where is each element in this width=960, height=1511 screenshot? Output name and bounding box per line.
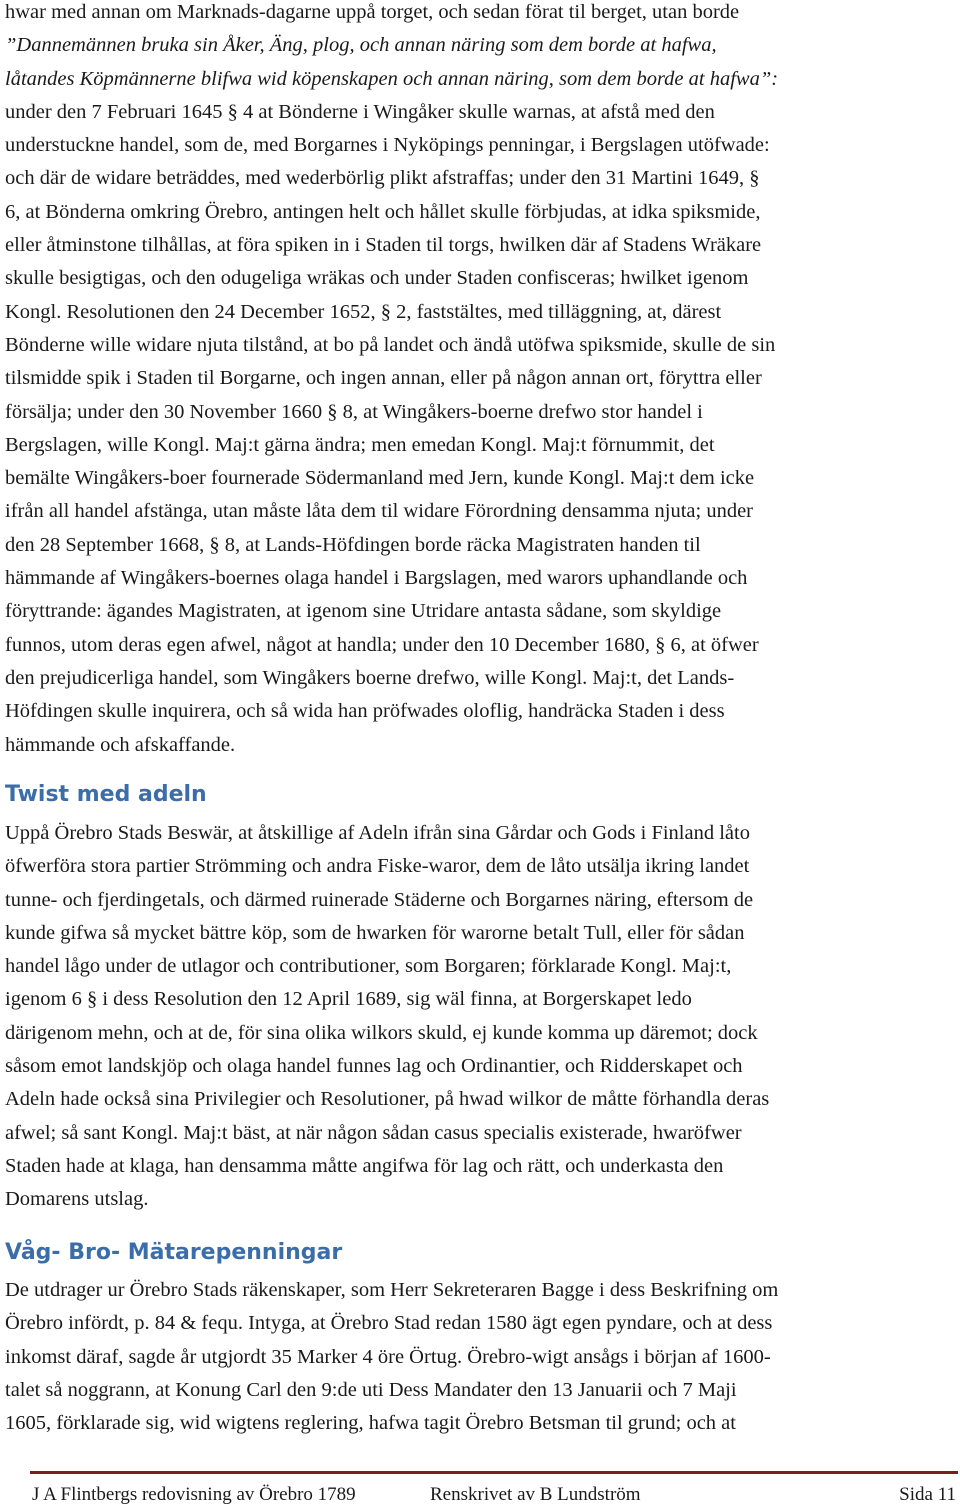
text-line: Kongl. Resolutionen den 24 December 1652, § 2, faststältes, med tilläggning, at, därest bbox=[5, 300, 722, 323]
text-line: afwel; så sant Kongl. Maj:t bäst, at när någon sådan casus specialis existerade, hwaröfwer bbox=[5, 1121, 742, 1144]
text-line: ifrån all handel afstänga, utan måste låta dem til widare Förordning densamma njuta; under bbox=[5, 500, 754, 523]
text-line: Örebro infördt, p. 84 & fequ. Intyga, at Örebro Stad redan 1580 ägt egen pyndare, och at dess bbox=[5, 1312, 773, 1335]
text-line: Höfdingen skulle inquirera, och så wida han pröfwades oloflig, handräcka Staden i dess bbox=[5, 700, 725, 723]
text-line: ”Dannemännen bruka sin Åker, Äng, plog, och annan näring som dem borde at hafwa, bbox=[5, 34, 717, 57]
footer-transcriber: Renskrivet av B Lundström bbox=[430, 1484, 641, 1505]
text-line: eller åtminstone tilhållas, at föra spiken in i Staden til torgs, hwilken där af Stadens Wräkare bbox=[5, 234, 762, 257]
text-line: igenom 6 § i dess Resolution den 12 April 1689, sig wäl finna, at Borgerskapet ledo bbox=[5, 988, 692, 1011]
text-line: föryttrande: ägandes Magistraten, at igenom sine Utridare antasta sådane, som skyldige bbox=[5, 600, 722, 623]
footer-page-number: Sida 11 bbox=[899, 1484, 956, 1505]
text-line: handel lågo under de utlagor och contributioner, som Borgaren; förklarade Kongl. Maj:t, bbox=[5, 955, 732, 978]
text-line: 6, at Bönderna omkring Örebro, antingen helt och hållet skulle förbjudas, at idka spiksmide, bbox=[5, 200, 761, 223]
text-line: skulle besigtigas, och den odugeliga wräkas och under Staden confisceras; hwilket igenom bbox=[5, 267, 749, 290]
text-line: Uppå Örebro Stads Beswär, at åtskillige af Adeln ifrån sina Gårdar och Gods i Finland låto bbox=[5, 822, 750, 844]
footer-divider bbox=[30, 1471, 958, 1474]
text-line: hämmande och afskaffande. bbox=[5, 733, 236, 756]
body-paragraph-adeln bbox=[5, 817, 769, 1217]
text-line: 1605, förklarade sig, wid wigtens reglering, hafwa tagit Örebro Betsman til grund; och at bbox=[5, 1412, 736, 1435]
body-paragraph-trade bbox=[5, 0, 778, 762]
text-line: och där de widare beträddes, med wederbörlig plikt afstraffas; under den 31 Martini 1649, § bbox=[5, 167, 760, 190]
text-line: öfwerföra stora partier Strömming och andra Fiske-waror, dem de låto utsälja ikring landet bbox=[5, 855, 750, 878]
text-line: Bergslagen, wille Kongl. Maj:t gärna ändra; men emedan Kongl. Maj:t förnummit, det bbox=[5, 433, 715, 456]
text-line: kunde gifwa så mycket bättre köp, som de hwarken för warorne betalt Tull, eller för sådan bbox=[5, 921, 745, 944]
text-line: talet så noggrann, at Konung Carl den 9:de uti Dess Mandater den 13 Januarii och 7 Maji bbox=[5, 1378, 737, 1401]
text-line: försälja; under den 30 November 1660 § 8, at Wingåkers-boerne drefwo stor handel i bbox=[5, 400, 703, 423]
text-line: låtandes Köpmännerne blifwa wid köpenskapen och annan näring, som dem borde at hafwa”: bbox=[5, 67, 779, 90]
text-line: funnos, utom deras egen afwel, något at handla; under den 10 December 1680, § 6, at öfwer bbox=[5, 633, 759, 656]
text-line: hwar med annan om Marknads-dagarne uppå torget, och sedan förat til berget, utan borde bbox=[5, 1, 740, 23]
text-line: De utdrager ur Örebro Stads räkenskaper, som Herr Sekreteraren Bagge i dess Beskrifning om bbox=[5, 1279, 779, 1301]
section-heading-vag-bro-matarepenningar: Våg- Bro- Mätarepenningar bbox=[5, 1240, 343, 1265]
body-paragraph-vag bbox=[5, 1274, 778, 1440]
text-line: Domarens utslag. bbox=[5, 1188, 149, 1211]
footer-title: J A Flintbergs redovisning av Örebro 1789 bbox=[32, 1484, 356, 1505]
text-line: den prejudicerliga handel, som Wingåkers boerne drefwo, wille Kongl. Maj:t, det Lands- bbox=[5, 666, 735, 689]
text-line: tilsmidde spik i Staden til Borgarne, och ingen annan, eller på någon annan ort, föryttra eller bbox=[5, 367, 762, 390]
text-line: bemälte Wingåkers-boer fournerade Södermanland med Jern, kunde Kongl. Maj:t dem icke bbox=[5, 467, 755, 490]
text-line: under den 7 Februari 1645 § 4 at Bönderne i Wingåker skulle warnas, at afstå med den bbox=[5, 100, 715, 123]
text-line: understuckne handel, som de, med Borgarnes i Nyköpings penningar, i Bergslagen utöfwade: bbox=[5, 134, 770, 157]
text-line: därigenom mehn, och at de, för sina olika wilkors skuld, ej kunde komma up däremot; dock bbox=[5, 1021, 758, 1044]
text-line: Staden hade at klaga, han densamma måtte angifwa för lag och rätt, och underkasta den bbox=[5, 1154, 724, 1177]
text-line: inkomst däraf, sagde år utgjordt 35 Marker 4 öre Örtug. Örebro-wigt ansågs i början af 1600- bbox=[5, 1345, 771, 1368]
text-line: den 28 September 1668, § 8, at Lands-Höfdingen borde räcka Magistraten handen til bbox=[5, 533, 701, 556]
text-line: Adeln hade också sina Privilegier och Resolutioner, på hwad wilkor de måtte förhandla deras bbox=[5, 1088, 770, 1111]
text-line: såsom emot landskjöp och olaga handel funnes lag och Ordinantier, och Ridderskapet och bbox=[5, 1055, 743, 1078]
text-line: hämmande af Wingåkers-boernes olaga handel i Bargslagen, med warors uphandlande och bbox=[5, 567, 748, 590]
section-heading-twist-med-adeln: Twist med adeln bbox=[5, 782, 207, 807]
text-line: Bönderne wille widare njuta tilstånd, at bo på landet och ändå utöfwa spiksmide, skulle de sin bbox=[5, 333, 776, 356]
text-line: tunne- och fjerdingetals, och därmed ruinerade Städerne och Borgarnes näring, eftersom de bbox=[5, 888, 754, 911]
